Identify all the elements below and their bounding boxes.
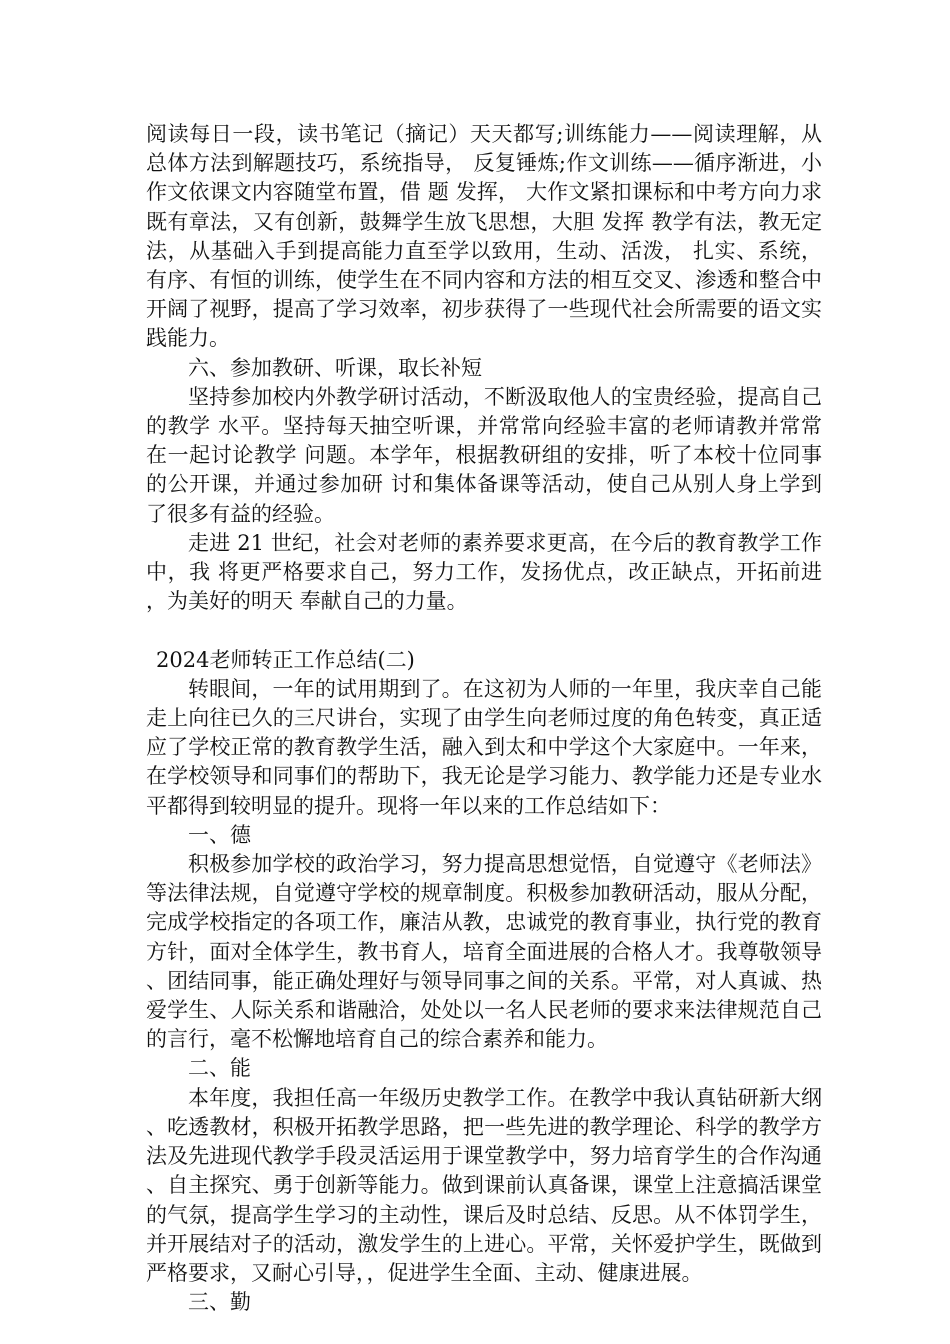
blank-line — [146, 616, 822, 645]
paragraph-reading-training: 阅读每日一段，读书笔记（摘记）天天都写;训练能力——阅读理解，从总体方法到解题技巧，系统指导， 反复锤炼;作文训练——循序渐进，小作文依课文内容随堂布置，借 题 发挥， 大作文紧扣课标和中考方向力求既有章法，又有创新，鼓舞学生放飞思想，大胆 发挥 教学有法，教无定法，从基础入手到提高能力直至学以致用，生动、活泼， 扎实、系统，有序、有恒的训练，使学生在不同内容和方法的相互交叉、渗透和整合中开阔了视野，提高了学习效率，初步获得了一些现代社会所需要的语文实 践能力。 — [146, 122, 822, 351]
paragraph-virtue: 积极参加学校的政治学习，努力提高思想觉悟，自觉遵守《老师法》等法律法规，自觉遵守学校的规章制度。积极参加教研活动，服从分配，完成学校指定的各项工作，廉洁从教，忠诚党的教育事业，执行党的教育方针，面对全体学生，教书育人，培育全面进展的合格人才。我尊敬领导、团结同事，能正确处理好与领导同事之间的关系。平常，对人真诚、热爱学生、人际关系和谐融洽，处处以一名人民老师的要求来法律规范自己的言行，毫不松懈地培育自己的综合素养和能力。 — [146, 852, 822, 1052]
heading-section-six: 六、参加教研、听课，取长补短 — [188, 355, 482, 380]
heading-diligence: 三、勤 — [188, 1290, 251, 1315]
document-page — [146, 120, 822, 1317]
document-title-part-two: 2024老师转正工作总结(二) — [156, 647, 415, 672]
paragraph-ability: 本年度，我担任高一年级历史教学工作。在教学中我认真钻研新大纲、吃透教材，积极开拓教学思路，把一些先进的教学理论、科学的教学方法及先进现代教学手段灵活运用于课堂教学中，努力培育学生的合作沟通、自主探究、勇于创新等能力。做到课前认真备课，课堂上注意搞活课堂的气氛，提高学生学习的主动性，课后及时总结、反思。从不体罚学生，并开展结对子的活动，激发学生的上进心。平常，关怀爱护学生，既做到严格要求，又耐心引导，，促进学生全面、主动、健康进展。 — [146, 1085, 822, 1285]
paragraph-intro: 转眼间，一年的试用期到了。在这初为人师的一年里，我庆幸自己能走上向往已久的三尺讲台，实现了由学生向老师过度的角色转变，真正适应了学校正常的教育教学生活，融入到太和中学这个大家庭中。一年来，在学校领导和同事们的帮助下，我无论是学习能力、教学能力还是专业水平都得到较明显的提升。现将一年以来的工作总结如下： — [146, 676, 822, 818]
heading-virtue: 一、德 — [188, 822, 251, 847]
heading-ability: 二、能 — [188, 1056, 251, 1081]
paragraph-closing: 走进 21 世纪，社会对老师的素养要求更高，在今后的教育教学工作中，我 将更严格要求自己，努力工作，发扬优点，改正缺点，开拓前进，为美好的明天 奉献自己的力量。 — [146, 530, 822, 614]
paragraph-research-lessons: 坚持参加校内外教学研讨活动，不断汲取他人的宝贵经验，提高自己的教学 水平。坚持每天抽空听课，并常常向经验丰富的老师请教并常常在一起讨论教学 问题。本学年，根据教研组的安排，听了本校十位同事的公开课，并通过参加研 讨和集体备课等活动，使自己从别人身上学到了很多有益的经验。 — [146, 384, 822, 526]
